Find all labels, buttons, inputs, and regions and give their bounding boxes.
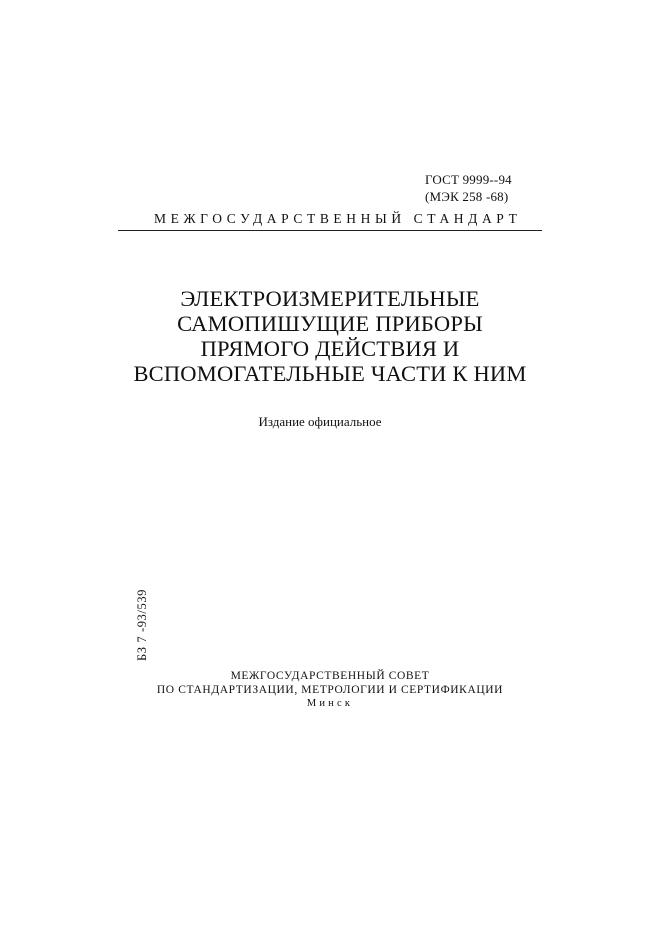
standard-type-header bbox=[118, 211, 542, 231]
document-title bbox=[90, 286, 570, 386]
publisher-line: МЕЖГОСУДАРСТВЕННЫЙ СОВЕТ bbox=[230, 670, 430, 682]
title-line: ЭЛЕКТРОИЗМЕРИТЕЛЬНЫЕ bbox=[180, 286, 480, 311]
standard-codes bbox=[425, 171, 512, 205]
standard-type-label: МЕЖГОСУДАРСТВЕННЫЙ СТАНДАРТ bbox=[154, 211, 522, 226]
side-registration-code: БЗ 7 -93/539 bbox=[135, 588, 149, 661]
edition-note: Издание официальное bbox=[258, 414, 382, 429]
title-line: ВСПОМОГАТЕЛЬНЫЕ ЧАСТИ К НИМ bbox=[133, 361, 527, 386]
title-line: САМОПИШУЩИЕ ПРИБОРЫ bbox=[177, 311, 483, 336]
iec-number: (МЭК 258 -68) bbox=[425, 189, 509, 204]
header-divider bbox=[118, 230, 542, 231]
gost-number: ГОСТ 9999--94 bbox=[425, 172, 512, 187]
publisher-line: ПО СТАНДАРТИЗАЦИИ, МЕТРОЛОГИИ И СЕРТИФИКАЦИИ bbox=[156, 683, 504, 696]
title-line: ПРЯМОГО ДЕЙСТВИЯ И bbox=[200, 336, 460, 361]
publisher-city: Минск bbox=[306, 698, 354, 709]
publisher-block bbox=[100, 670, 560, 711]
